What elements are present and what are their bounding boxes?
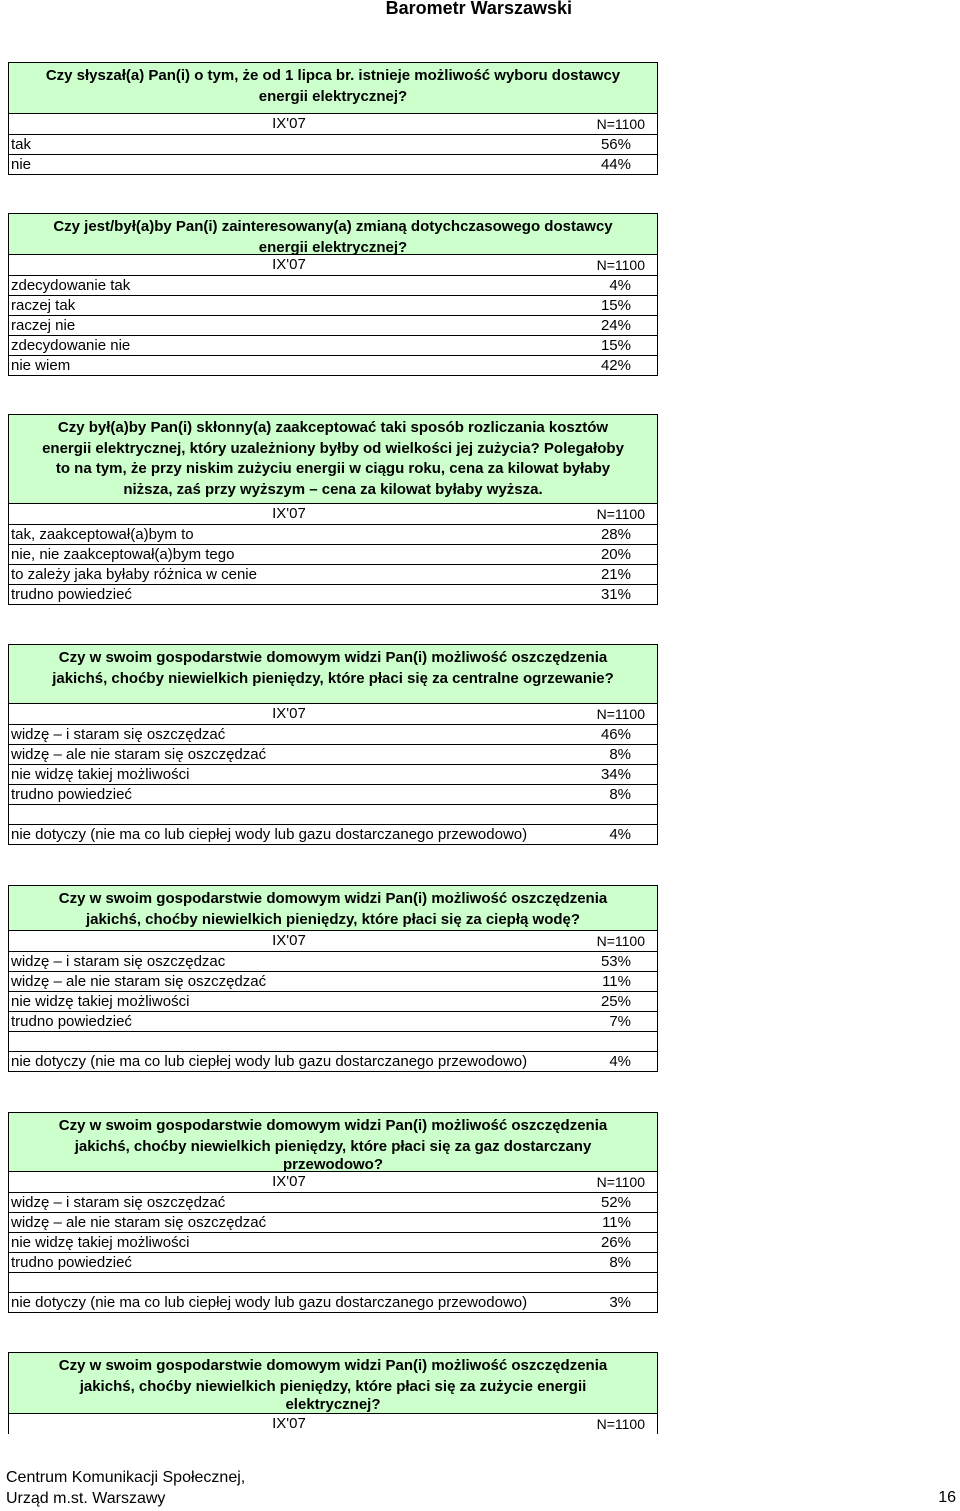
question-line: niższa, zaś przy wyższym – cena za kilowat byłaby wyższa. (123, 480, 543, 498)
answer-table (8, 114, 658, 175)
answer-value: 4% (609, 826, 631, 843)
answer-value: 8% (609, 786, 631, 803)
answer-value: 56% (600, 136, 631, 153)
table-row (9, 134, 657, 154)
table-row (9, 1252, 657, 1272)
question-block-1 (8, 62, 658, 175)
question-line: Czy w swoim gospodarstwie domowym widzi Pan(i) możliwość oszczędzenia (58, 890, 608, 907)
answer-value: 3% (609, 1294, 631, 1311)
answer-label: widzę – ale nie staram się oszczędzać (11, 746, 267, 763)
answer-label: widzę – i staram się oszczędzac (11, 953, 226, 970)
report-title: Barometr Warszawski (385, 0, 572, 18)
wave-label: IX'07 (272, 115, 306, 132)
answer-label: tak, zaakceptował(a)bym to (11, 526, 194, 543)
answer-value: 31% (600, 586, 631, 603)
wave-label: IX'07 (272, 1415, 306, 1432)
question-line: energii elektrycznej? (258, 87, 408, 105)
answer-value: 28% (600, 526, 631, 543)
answer-value: 4% (609, 1053, 631, 1070)
question-line: Czy w swoim gospodarstwie domowym widzi Pan(i) możliwość oszczędzenia (58, 1117, 608, 1134)
question-line: przewodowo? (283, 1156, 383, 1173)
answer-label: trudno powiedzieć (11, 586, 132, 603)
answer-label: nie widzę takiej możliwości (11, 993, 190, 1010)
answer-value: 52% (600, 1194, 631, 1211)
answer-label: trudno powiedzieć (11, 786, 132, 803)
table-row (9, 724, 657, 744)
table-row (9, 764, 657, 784)
sample-size: N=1100 (596, 1416, 645, 1432)
question-line: Czy w swoim gospodarstwie domowym widzi Pan(i) możliwość oszczędzenia (58, 1357, 608, 1374)
answer-label: nie widzę takiej możliwości (11, 766, 190, 783)
answer-value: 53% (600, 953, 631, 970)
question-line: to na tym, że przy niskim zużyciu energii w ciągu roku, cena za kilowat byłaby (55, 460, 611, 477)
spacer-row (9, 1031, 657, 1051)
question-block-5 (8, 885, 658, 1072)
answer-table (8, 1172, 658, 1313)
question-text (8, 213, 658, 255)
answer-label: widzę – ale nie staram się oszczędzać (11, 1214, 267, 1231)
table-header (9, 931, 657, 951)
answer-value: 46% (600, 726, 631, 743)
table-header (9, 1172, 657, 1192)
table-row (9, 584, 657, 604)
answer-label: nie widzę takiej możliwości (11, 1234, 190, 1251)
answer-label: raczej tak (11, 297, 76, 314)
table-row (9, 1192, 657, 1212)
answer-table (8, 704, 658, 845)
answer-label: trudno powiedzieć (11, 1254, 132, 1271)
answer-value: 15% (600, 297, 631, 314)
question-text (8, 885, 658, 931)
answer-label: nie dotyczy (nie ma co lub ciepłej wody lub gazu dostarczanego przewodowo) (11, 1053, 528, 1070)
question-line: energii elektrycznej? (258, 238, 408, 256)
footer-organization (6, 1467, 245, 1509)
question-block-2 (8, 213, 658, 376)
table-row (9, 1232, 657, 1252)
spacer-row (9, 804, 657, 824)
question-line: elektrycznej? (285, 1396, 381, 1413)
sample-size: N=1100 (596, 506, 645, 522)
answer-value: 8% (609, 746, 631, 763)
table-row (9, 295, 657, 315)
table-row (9, 744, 657, 764)
footer-org-line: Urząd m.st. Warszawy (6, 1490, 166, 1507)
sample-size: N=1100 (596, 933, 645, 949)
answer-label: widzę – ale nie staram się oszczędzać (11, 973, 267, 990)
wave-label: IX'07 (272, 705, 306, 722)
wave-label: IX'07 (272, 256, 306, 273)
question-text (8, 62, 658, 114)
answer-label: nie (11, 156, 32, 173)
question-block-3 (8, 414, 658, 605)
answer-label: zdecydowanie tak (11, 277, 131, 294)
table-header (9, 1414, 657, 1434)
question-line: jakichś, choćby niewielkich pieniędzy, które płaci się za centralne ogrzewanie? (52, 669, 614, 687)
question-line: Czy jest/był(a)by Pan(i) zainteresowany(a) zmianą dotychczasowego dostawcy (53, 218, 613, 235)
table-header (9, 704, 657, 724)
answer-label: tak (11, 136, 32, 153)
table-row (9, 784, 657, 804)
answer-label: widzę – i staram się oszczędzać (11, 1194, 226, 1211)
wave-label: IX'07 (272, 505, 306, 522)
question-text (8, 1352, 658, 1414)
question-block-7 (8, 1352, 658, 1434)
table-row-not-applicable (9, 1292, 657, 1312)
answer-label: nie, nie zaakceptował(a)bym tego (11, 546, 235, 563)
question-line: Czy w swoim gospodarstwie domowym widzi Pan(i) możliwość oszczędzenia (58, 649, 608, 666)
answer-value: 26% (600, 1234, 631, 1251)
answer-value: 42% (600, 357, 631, 374)
answer-table (8, 504, 658, 605)
answer-table (8, 255, 658, 376)
answer-value: 44% (600, 156, 631, 173)
table-row (9, 991, 657, 1011)
answer-value: 24% (600, 317, 631, 334)
table-row (9, 951, 657, 971)
answer-label: nie dotyczy (nie ma co lub ciepłej wody lub gazu dostarczanego przewodowo) (11, 1294, 528, 1311)
answer-value: 20% (600, 546, 631, 563)
question-line: Czy był(a)by Pan(i) skłonny(a) zaakceptować taki sposób rozliczania kosztów (57, 419, 609, 436)
answer-value: 25% (600, 993, 631, 1010)
table-row-not-applicable (9, 1051, 657, 1071)
table-row (9, 275, 657, 295)
question-line: jakichś, choćby niewielkich pieniędzy, które płaci się za zużycie energii (79, 1377, 587, 1395)
answer-label: nie wiem (11, 357, 71, 374)
footer-org-line: Centrum Komunikacji Społecznej, (6, 1469, 246, 1486)
table-header (9, 255, 657, 275)
wave-label: IX'07 (272, 932, 306, 949)
table-row (9, 1212, 657, 1232)
answer-label: zdecydowanie nie (11, 337, 131, 354)
table-row (9, 544, 657, 564)
table-row-not-applicable (9, 824, 657, 844)
sample-size: N=1100 (596, 706, 645, 722)
table-row (9, 355, 657, 375)
wave-label: IX'07 (272, 1173, 306, 1190)
sample-size: N=1100 (596, 257, 645, 273)
answer-value: 11% (602, 1214, 631, 1231)
table-row (9, 971, 657, 991)
table-row (9, 524, 657, 544)
answer-table (8, 1414, 658, 1434)
question-text (8, 1112, 658, 1172)
table-row (9, 564, 657, 584)
answer-label: to zależy jaka byłaby różnica w cenie (11, 566, 257, 583)
answer-value: 8% (609, 1254, 631, 1271)
table-row (9, 335, 657, 355)
question-text (8, 414, 658, 504)
spacer-row (9, 1272, 657, 1292)
answer-value: 7% (609, 1013, 631, 1030)
answer-label: raczej nie (11, 317, 76, 334)
page-number: 16 (938, 1489, 956, 1506)
sample-size: N=1100 (596, 1174, 645, 1190)
question-text (8, 644, 658, 704)
answer-value: 34% (600, 766, 631, 783)
answer-value: 15% (600, 337, 631, 354)
answer-value: 21% (600, 566, 631, 583)
question-block-4 (8, 644, 658, 845)
question-line: jakichś, choćby niewielkich pieniędzy, które płaci się za gaz dostarczany (74, 1137, 592, 1155)
answer-value: 11% (602, 973, 631, 990)
question-block-6 (8, 1112, 658, 1313)
table-header (9, 504, 657, 524)
answer-label: nie dotyczy (nie ma co lub ciepłej wody lub gazu dostarczanego przewodowo) (11, 826, 528, 843)
question-line: energii elektrycznej, który uzależniony byłby od wielkości jej zużycia? Polegałoby (42, 439, 624, 457)
question-line: jakichś, choćby niewielkich pieniędzy, które płaci się za ciepłą wodę? (85, 910, 581, 928)
answer-value: 4% (609, 277, 631, 294)
answer-label: trudno powiedzieć (11, 1013, 132, 1030)
question-line: Czy słyszał(a) Pan(i) o tym, że od 1 lipca br. istnieje możliwość wyboru dostawcy (45, 67, 621, 84)
sample-size: N=1100 (596, 116, 645, 132)
answer-label: widzę – i staram się oszczędzać (11, 726, 226, 743)
table-row (9, 1011, 657, 1031)
answer-table (8, 931, 658, 1072)
table-row (9, 154, 657, 174)
table-header (9, 114, 657, 134)
table-row (9, 315, 657, 335)
